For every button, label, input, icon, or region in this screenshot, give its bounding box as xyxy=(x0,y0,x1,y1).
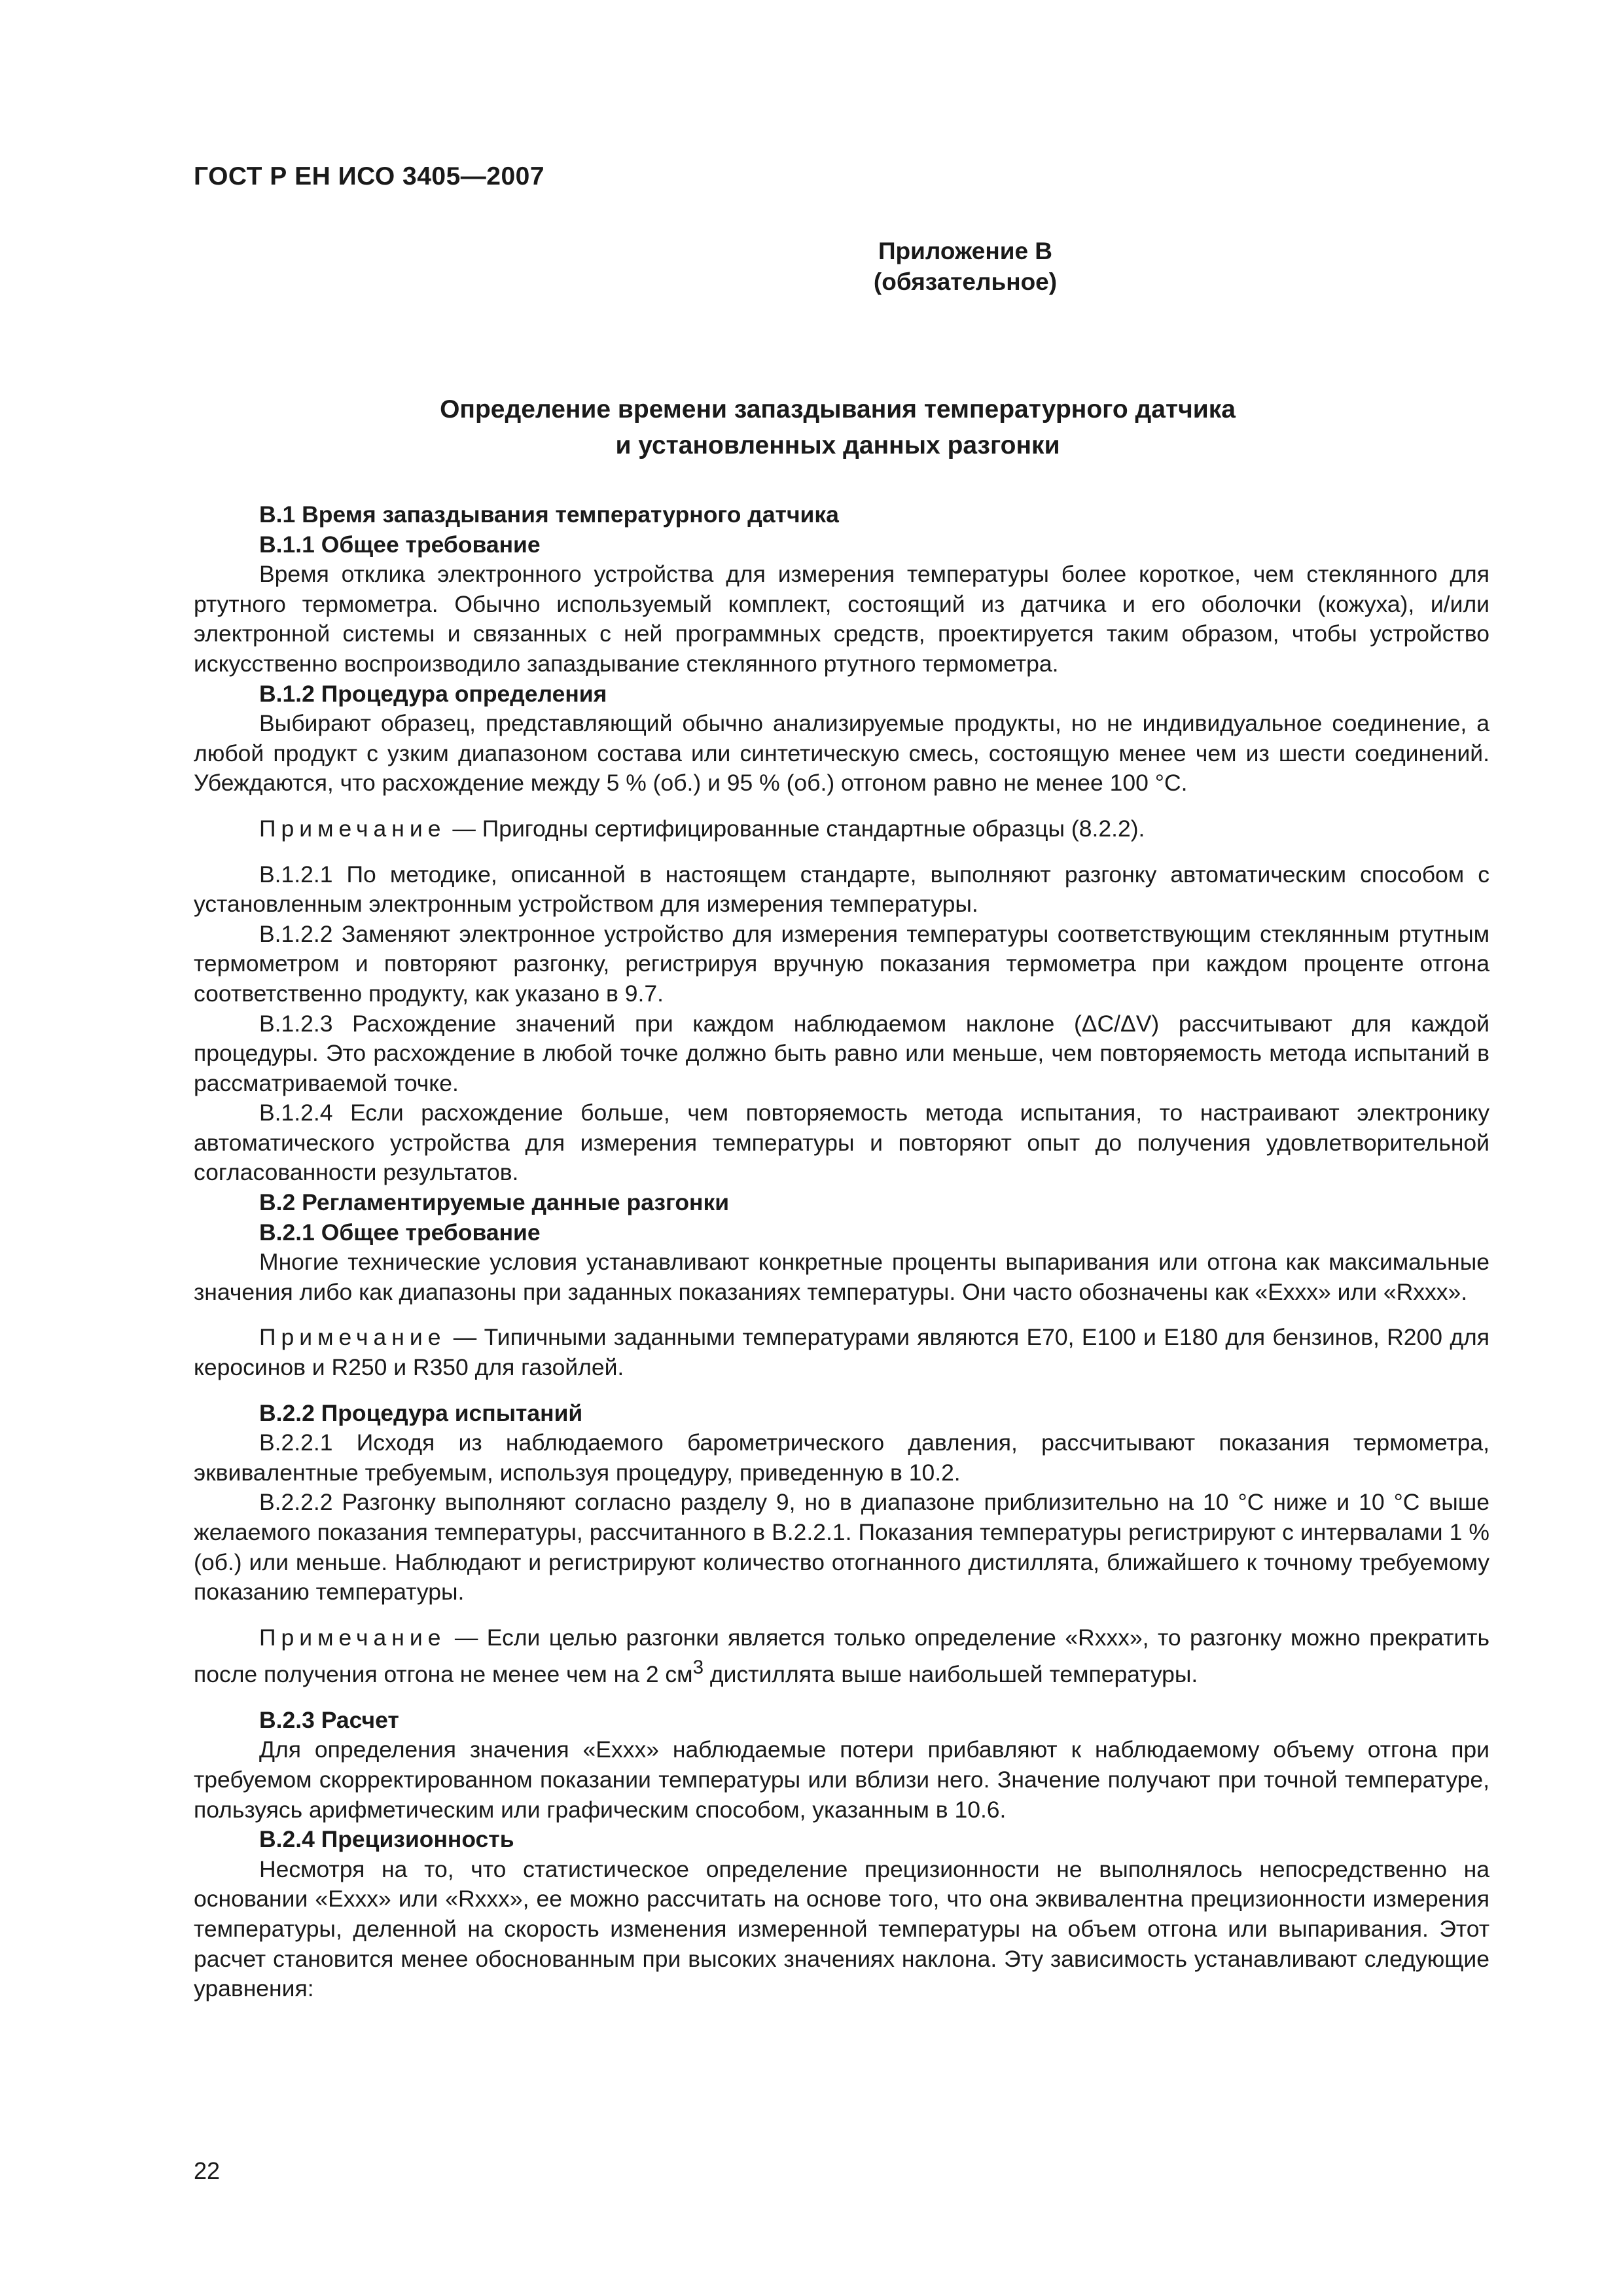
appendix-heading xyxy=(0,236,1623,297)
paragraph: В.1.2.3 Расхождение значений при каждом наблюдаемом наклоне (ΔC/ΔV) рассчитывают для каждой процедуры. Это расхождение в любой точке должно быть равно или меньше, чем повторяемость метода испытаний в рассматриваемой точке. xyxy=(194,1010,1489,1096)
title-line-1: Определение времени запаздывания температурного датчика xyxy=(440,395,1236,423)
title-line-2: и установленных данных разгонки xyxy=(615,431,1060,459)
paragraph: В.2.2.2 Разгонку выполняют согласно разделу 9, но в диапазоне приблизительно на 10 °С ниже и 10 °С выше желаемого показания температуры, рассчитанного в В.2.2.1. Показания температуры регистрируют с интервалами 1 % (об.) или меньше. Наблюдают и регистрируют количество отогнанного дистиллята, ближайшего к точному требуемому показанию температуры. xyxy=(194,1489,1489,1605)
note-label: Примечание xyxy=(259,815,446,842)
subsection-heading: В.2.1 Общее требование xyxy=(259,1219,541,1246)
note xyxy=(194,1623,1489,1690)
note xyxy=(194,1323,1489,1382)
appendix-title xyxy=(0,391,1623,463)
subsection-heading: В.2.4 Прецизионность xyxy=(259,1826,514,1853)
note-label: Примечание xyxy=(259,1624,446,1651)
note-label: Примечание xyxy=(259,1324,446,1351)
page-number: 22 xyxy=(194,2157,221,2184)
section-heading: В.2 Регламентируемые данные разгонки xyxy=(259,1189,730,1216)
subsection-heading: В.1.2 Процедура определения xyxy=(259,680,607,707)
standard-header: ГОСТ Р ЕН ИСО 3405—2007 xyxy=(194,162,545,190)
note-text: — Пригодны сертифицированные стандартные образцы (8.2.2). xyxy=(446,815,1145,842)
paragraph: В.1.2.1 По методике, описанной в настоящем стандарте, выполняют разгонку автоматическим способом с установленным электронным устройством для измерения температуры. xyxy=(194,861,1489,918)
paragraph: В.1.2.2 Заменяют электронное устройство для измерения температуры соответствующим стеклянным ртутным термометром и повторяют разгонку, регистрируя вручную показания термометра при каждом проценте отгона соответственно продукту, как указано в 9.7. xyxy=(194,920,1489,1007)
section-heading: В.1 Время запаздывания температурного датчика xyxy=(259,501,839,528)
paragraph: Для определения значения «Exxx» наблюдаемые потери прибавляют к наблюдаемому объему отгона при требуемом скорректированном показании температуры или вблизи него. Значение получают при точной температуре, пользуясь арифметическим или графическим способом, указанным в 10.6. xyxy=(194,1736,1489,1823)
paragraph: В.2.2.1 Исходя из наблюдаемого барометрического давления, рассчитывают показания термометра, эквивалентные требуемым, используя процедуру, приведенную в 10.2. xyxy=(194,1429,1489,1486)
paragraph: Несмотря на то, что статистическое определение прецизионности не выполнялось непосредственно на основании «Exxx» или «Rxxx», ее можно рассчитать на основе того, что она эквивалентна прецизионности измерения температуры, деленной на скорость изменения измеренной температуры на объем отгона или выпаривания. Этот расчет становится менее обоснованным при высоких значениях наклона. Эту зависимость устанавливают следующие уравнения: xyxy=(194,1856,1489,2002)
paragraph: Время отклика электронного устройства для измерения температуры более короткое, чем стеклянного для ртутного термометра. Обычно используемый комплект, состоящий из датчика и его оболочки (кожуха), и/или электронной системы и связанных с ней программных средств, проектируется таким образом, чтобы устройство искусственно воспроизводило запаздывание стеклянного ртутного термометра. xyxy=(194,561,1489,677)
subsection-heading: В.2.2 Процедура испытаний xyxy=(259,1399,583,1426)
subsection-heading: В.2.3 Расчет xyxy=(259,1706,399,1733)
appendix-label: Приложение В xyxy=(878,238,1053,264)
paragraph: В.1.2.4 Если расхождение больше, чем повторяемость метода испытания, то настраивают электронику автоматического устройства для измерения температуры и повторяют опыт до получения удовлетворительной согласованности результатов. xyxy=(194,1100,1489,1186)
paragraph: Многие технические условия устанавливают конкретные проценты выпаривания или отгона как максимальные значения либо как диапазоны при заданных показаниях температуры. Они часто обозначены как «Exxx» или «Rxxx». xyxy=(194,1249,1489,1305)
subsection-heading: В.1.1 Общее требование xyxy=(259,531,541,558)
superscript: 3 xyxy=(692,1657,704,1679)
note-text: — Если целью разгонки является только определение «Rxxx», то разгонку можно прекратить после получения отгона не менее чем на 2 см xyxy=(194,1624,1489,1688)
document-body xyxy=(194,500,1489,2004)
note-text: дистиллята выше наибольшей температуры. xyxy=(704,1661,1198,1688)
appendix-status: (обязательное) xyxy=(873,268,1058,295)
paragraph: Выбирают образец, представляющий обычно анализируемые продукты, но не индивидуальное соединение, а любой продукт с узким диапазоном состава или синтетическую смесь, состоящую менее чем из шести соединений. Убеждаются, что расхождение между 5 % (об.) и 95 % (об.) отгоном равно не менее 100 °С. xyxy=(194,710,1489,797)
note-text: — Типичными заданными температурами являются E70, E100 и E180 для бензинов, R200 для керосинов и R250 и R350 для газойлей. xyxy=(194,1324,1489,1381)
note xyxy=(194,814,1489,844)
